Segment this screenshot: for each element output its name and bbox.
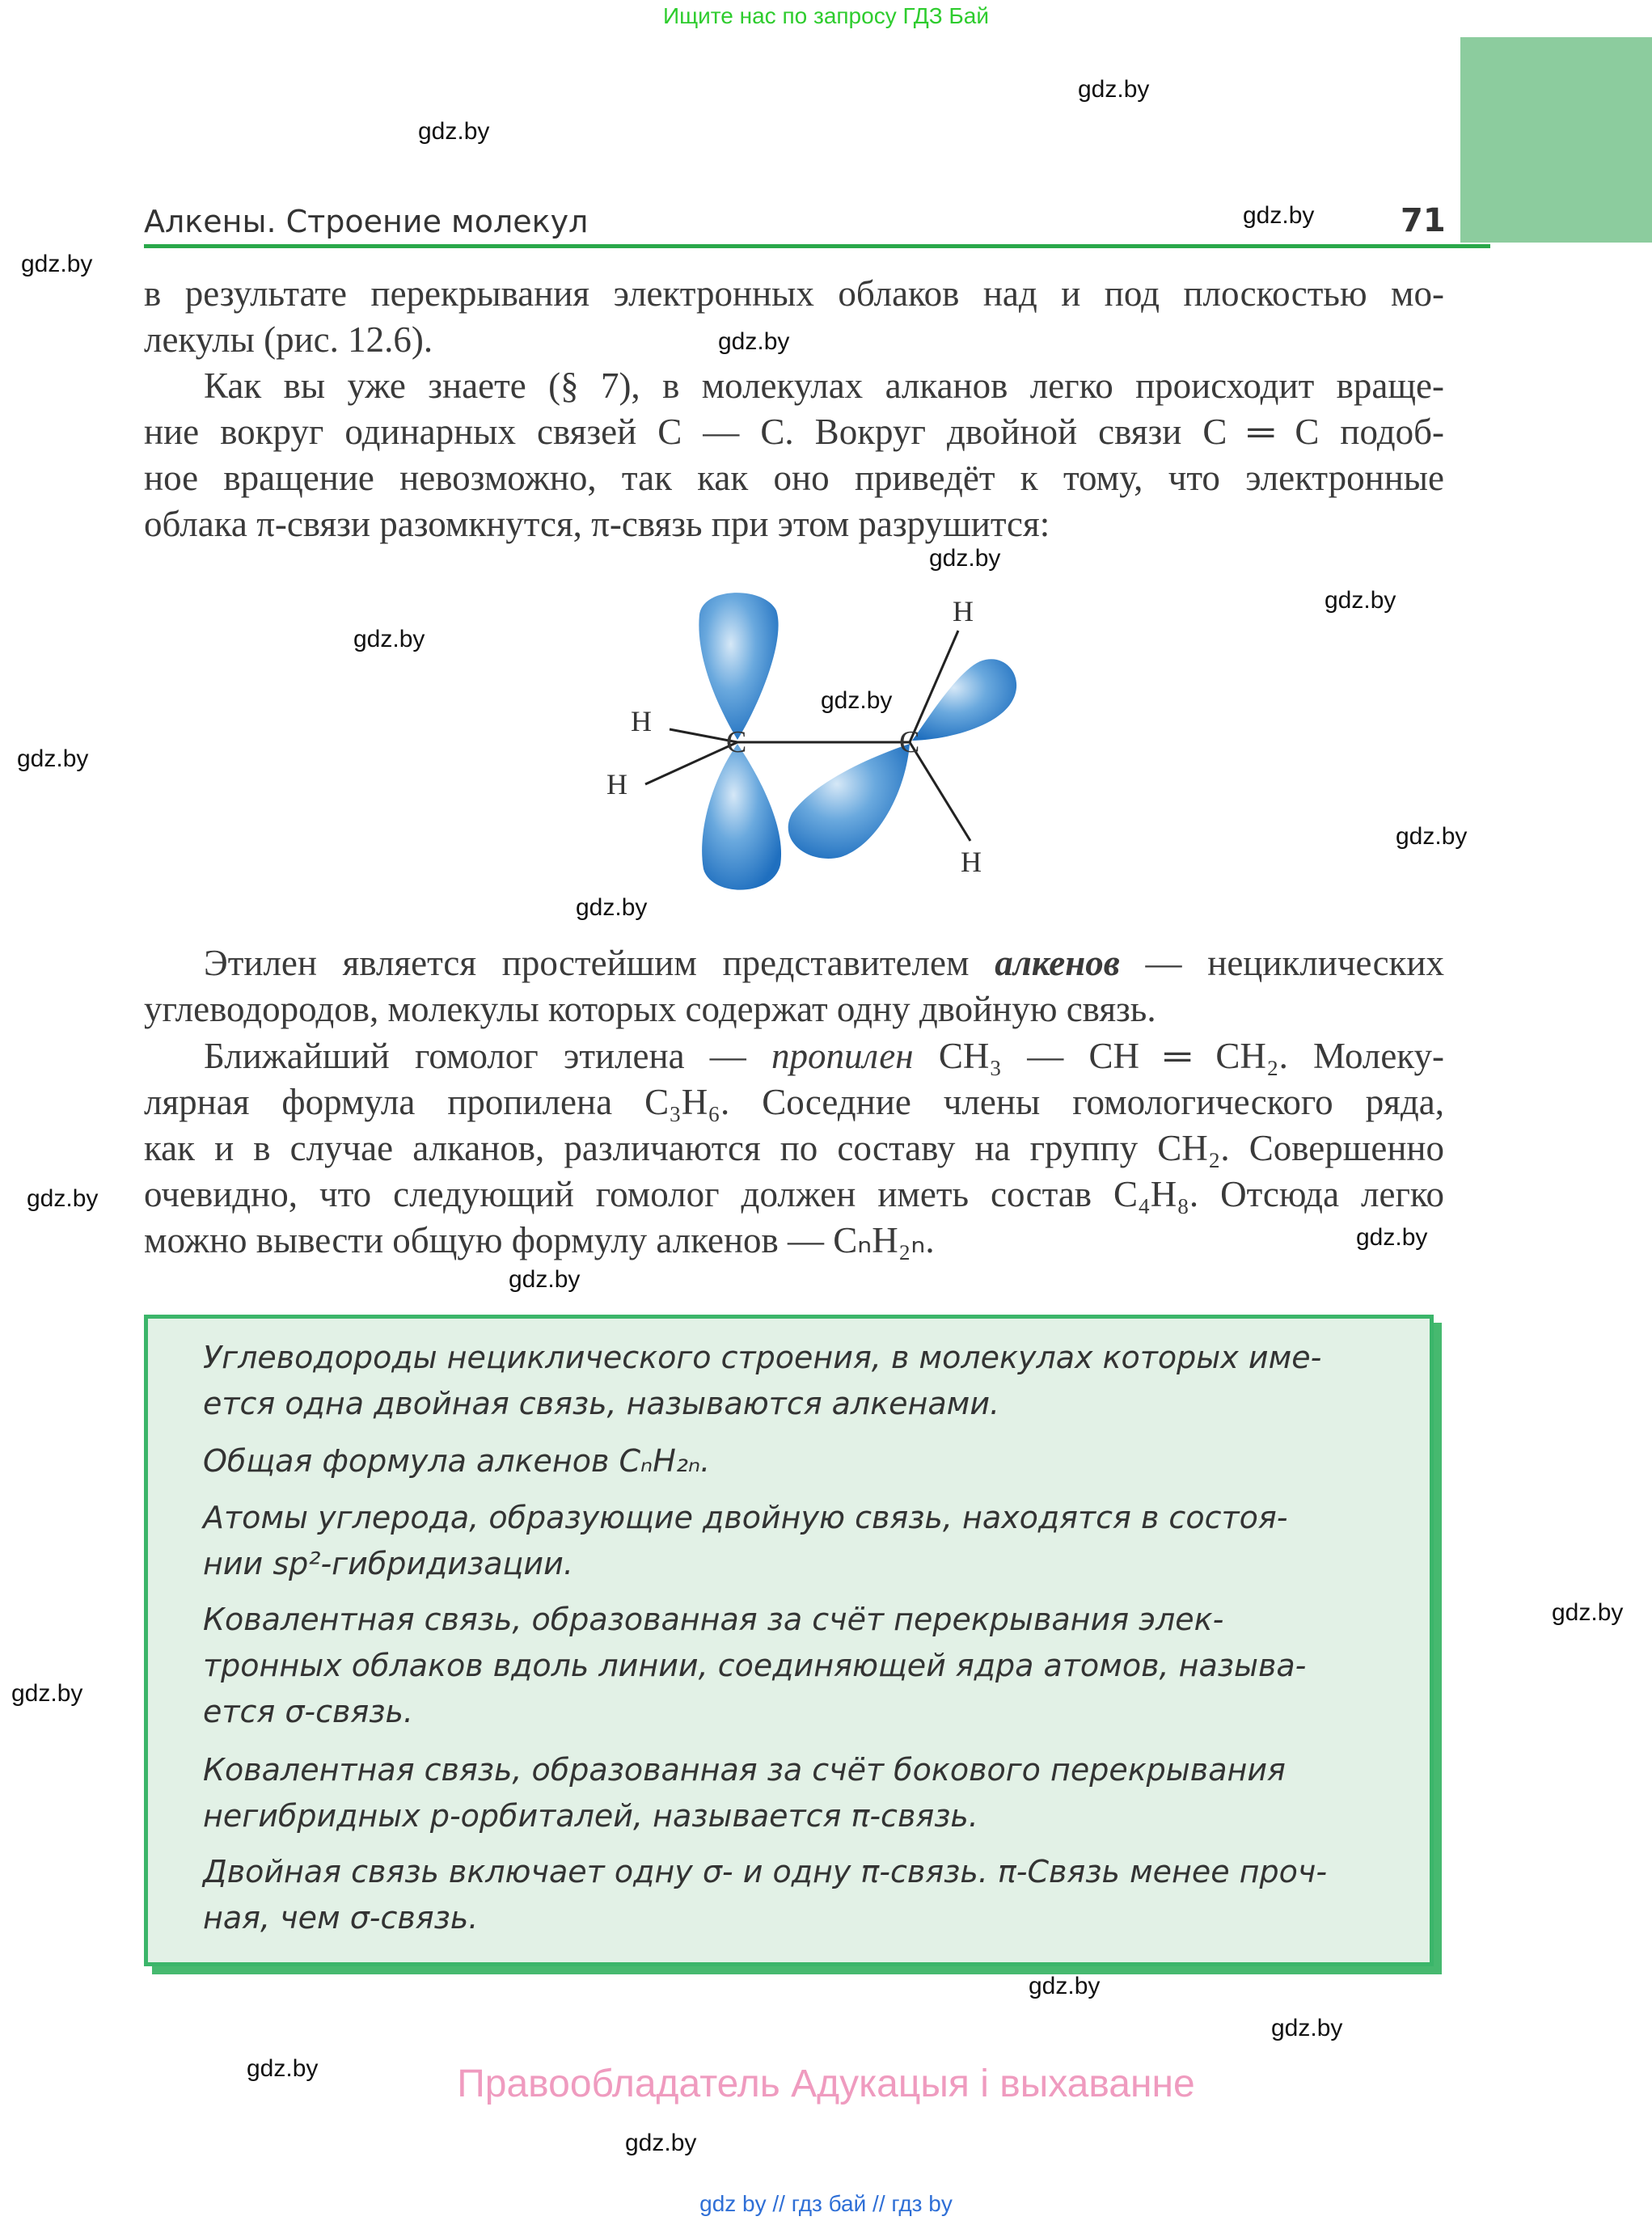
paragraph-homologs — [144, 1033, 1444, 1264]
definition-sigma-bond — [203, 1597, 1359, 1735]
watermark: gdz.by — [247, 2055, 319, 2082]
atom-h: H — [606, 768, 627, 800]
watermark: gdz.by — [1243, 202, 1315, 229]
definition-pi-bond — [203, 1747, 1359, 1839]
text-line: углеводородов, молекулы которых содержат одну двойную связь. — [144, 989, 1156, 1029]
term-alkenes: алкенов — [995, 943, 1120, 983]
watermark: gdz.by — [27, 1185, 99, 1212]
text-line: Двойная связь включает одну σ- и одну π-связь. π-Связь менее проч- — [203, 1854, 1328, 1889]
p-orbital-lower-right — [788, 744, 910, 859]
watermark: gdz.by — [1325, 587, 1396, 614]
text-line: ется σ-связь. — [203, 1694, 413, 1729]
text-line: лекулы (рис. 12.6). — [144, 319, 433, 360]
definition-general-formula — [203, 1438, 1359, 1484]
definition-double-bond — [203, 1849, 1359, 1941]
watermark: gdz.by — [821, 687, 893, 714]
paragraph-continued — [144, 271, 1444, 363]
watermark: gdz.by — [929, 545, 1001, 572]
watermark: gdz.by — [418, 118, 490, 145]
text-line: нии sp²-гибридизации. — [203, 1546, 573, 1581]
definitions-box — [144, 1315, 1434, 1966]
atom-h: H — [631, 705, 652, 737]
watermark: gdz.by — [625, 2130, 697, 2156]
watermark: gdz.by — [1552, 1599, 1624, 1626]
footer-links[interactable]: gdz by // гдз бай // гдз by — [699, 2191, 953, 2216]
ethylene-orbital-figure — [550, 582, 1051, 906]
watermark: gdz.by — [11, 1680, 83, 1707]
atom-c-right: C — [899, 725, 920, 759]
text-line: очевидно, что следующий гомолог должен иметь состав С₄Н₈. Отсюда легко — [144, 1174, 1444, 1214]
text-line: Общая формула алкенов CₙH₂ₙ. — [203, 1443, 711, 1479]
text-line: Ковалентная связь, образованная за счёт перекрывания элек- — [203, 1602, 1224, 1637]
text-line: в результате перекрывания электронных облаков над и под плоскостью мо- — [144, 273, 1444, 314]
text-line: Атомы углерода, образующие двойную связь, находятся в состоя- — [203, 1500, 1288, 1535]
text-line: ние вокруг одинарных связей С — С. Вокруг двойной связи С ═ С подоб- — [144, 412, 1444, 452]
text-line: Ближайший гомолог этилена — пропилен СН₃ — СН ═ СН₂. Молеку- — [204, 1036, 1444, 1076]
p-orbital-lower-left — [702, 744, 781, 890]
atom-h: H — [961, 846, 982, 878]
watermark: gdz.by — [1078, 76, 1150, 103]
atom-h: H — [953, 595, 974, 627]
text-line: ная, чем σ-связь. — [203, 1900, 479, 1936]
watermark: gdz.by — [21, 251, 93, 277]
running-header-title: Алкены. Строение молекул — [144, 204, 589, 239]
watermark: gdz.by — [353, 626, 425, 652]
watermark: gdz.by — [1271, 2015, 1343, 2041]
watermark: gdz.by — [576, 894, 648, 921]
text-line: Ковалентная связь, образованная за счёт бокового перекрывания — [203, 1752, 1286, 1788]
page-number: 71 — [1401, 202, 1446, 239]
definition-alkenes — [203, 1335, 1359, 1427]
watermark: gdz.by — [509, 1266, 581, 1293]
text-line: тронных облаков вдоль линии, соединяющей ядра атомов, называ- — [203, 1648, 1307, 1683]
p-orbital-upper-left — [699, 593, 778, 740]
page-corner-tab — [1460, 37, 1652, 243]
text-line: Как вы уже знаете (§ 7), в молекулах алканов легко происходит враще- — [204, 365, 1444, 406]
text-line: как и в случае алканов, различаются по составу на группу СН₂. Совершенно — [144, 1128, 1444, 1168]
paragraph-rotation — [144, 363, 1444, 547]
text-line: можно вывести общую формулу алкенов — CₙH₂ₙ. — [144, 1220, 935, 1260]
watermark: gdz.by — [1356, 1224, 1428, 1251]
text-line: ется одна двойная связь, называются алкенами. — [203, 1386, 1000, 1421]
copyright-notice: Правообладатель Адукацыя і выхаванне — [457, 2062, 1195, 2105]
watermark: gdz.by — [17, 745, 89, 772]
top-search-banner[interactable]: Ищите нас по запросу ГДЗ Бай — [662, 3, 990, 28]
text-line: Углеводороды нециклического строения, в молекулах которых име- — [203, 1340, 1322, 1375]
term-propylene: пропилен — [771, 1036, 914, 1076]
text-line: облака π-связи разомкнутся, π-связь при этом разрушится: — [144, 504, 1050, 544]
definition-hybridization — [203, 1495, 1359, 1587]
paragraph-alkenes — [144, 940, 1444, 1032]
header-rule — [144, 244, 1490, 248]
text-line: Этилен является простейшим представителем алкенов — нециклических — [204, 943, 1444, 983]
text-line: негибридных p-орбиталей, называется π-связь. — [203, 1798, 978, 1834]
text-line: ное вращение невозможно, так как оно приведёт к тому, что электронные — [144, 458, 1444, 498]
watermark: gdz.by — [718, 328, 790, 355]
text-line: лярная формула пропилена С₃Н₆. Соседние члены гомологического ряда, — [144, 1082, 1444, 1122]
atom-c-left: C — [726, 725, 747, 759]
watermark: gdz.by — [1396, 823, 1468, 850]
watermark: gdz.by — [1029, 1973, 1101, 1999]
